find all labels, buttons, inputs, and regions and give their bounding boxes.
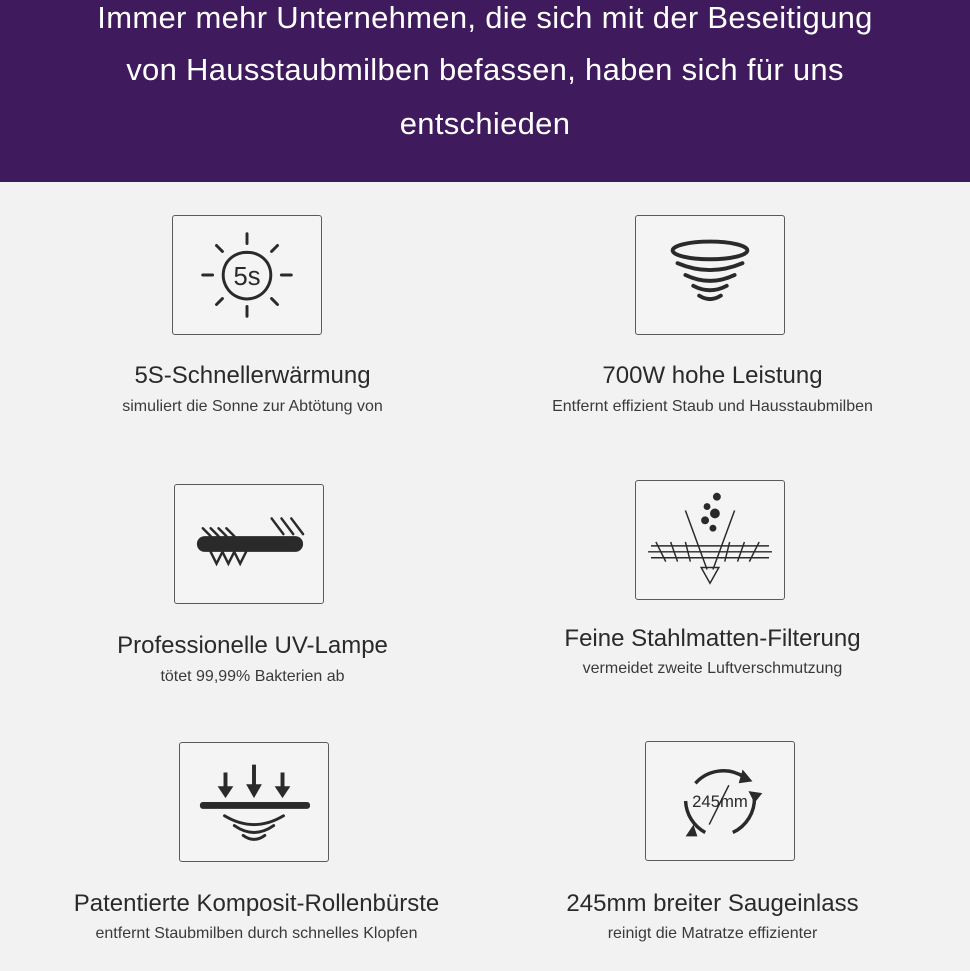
feature-subtitle: tötet 99,99% Bakterien ab [160,668,345,685]
roller-brush-icon [179,742,329,862]
feature-title: 700W hohe Leistung [602,362,823,389]
suction-inlet-icon [645,741,795,861]
feature-subtitle: vermeidet zweite Luftverschmutzung [582,660,843,677]
feature-title: Feine Stahlmatten-Filterung [564,625,861,652]
sun-5s-icon [172,215,322,335]
header-banner [0,0,970,182]
feature-title: Patentierte Komposit-Rollenbürste [73,890,440,917]
sun-icon-label: 5s [233,262,261,291]
banner-line-3: entschieden [399,106,571,141]
feature-title: 245mm breiter Saugeinlass [566,890,859,917]
banner-line-2: von Hausstaubmilben befassen, haben sich für uns [126,52,844,87]
filter-mesh-icon [635,480,785,600]
feature-subtitle: entfernt Staubmilben durch schnelles Klopfen [95,925,418,942]
banner-line-1: Immer mehr Unternehmen, die sich mit der Beseitigung [97,0,873,35]
cyclone-icon [635,215,785,335]
inlet-icon-label: 245mm [692,791,748,811]
feature-title: 5S-Schnellerwärmung [134,362,371,389]
feature-subtitle: simuliert die Sonne zur Abtötung von [122,398,383,415]
feature-subtitle: reinigt die Matratze effizienter [607,925,818,942]
uv-lamp-icon [174,484,324,604]
feature-title: Professionelle UV-Lampe [117,632,388,659]
feature-subtitle: Entfernt effizient Staub und Hausstaubmilben [552,398,873,415]
